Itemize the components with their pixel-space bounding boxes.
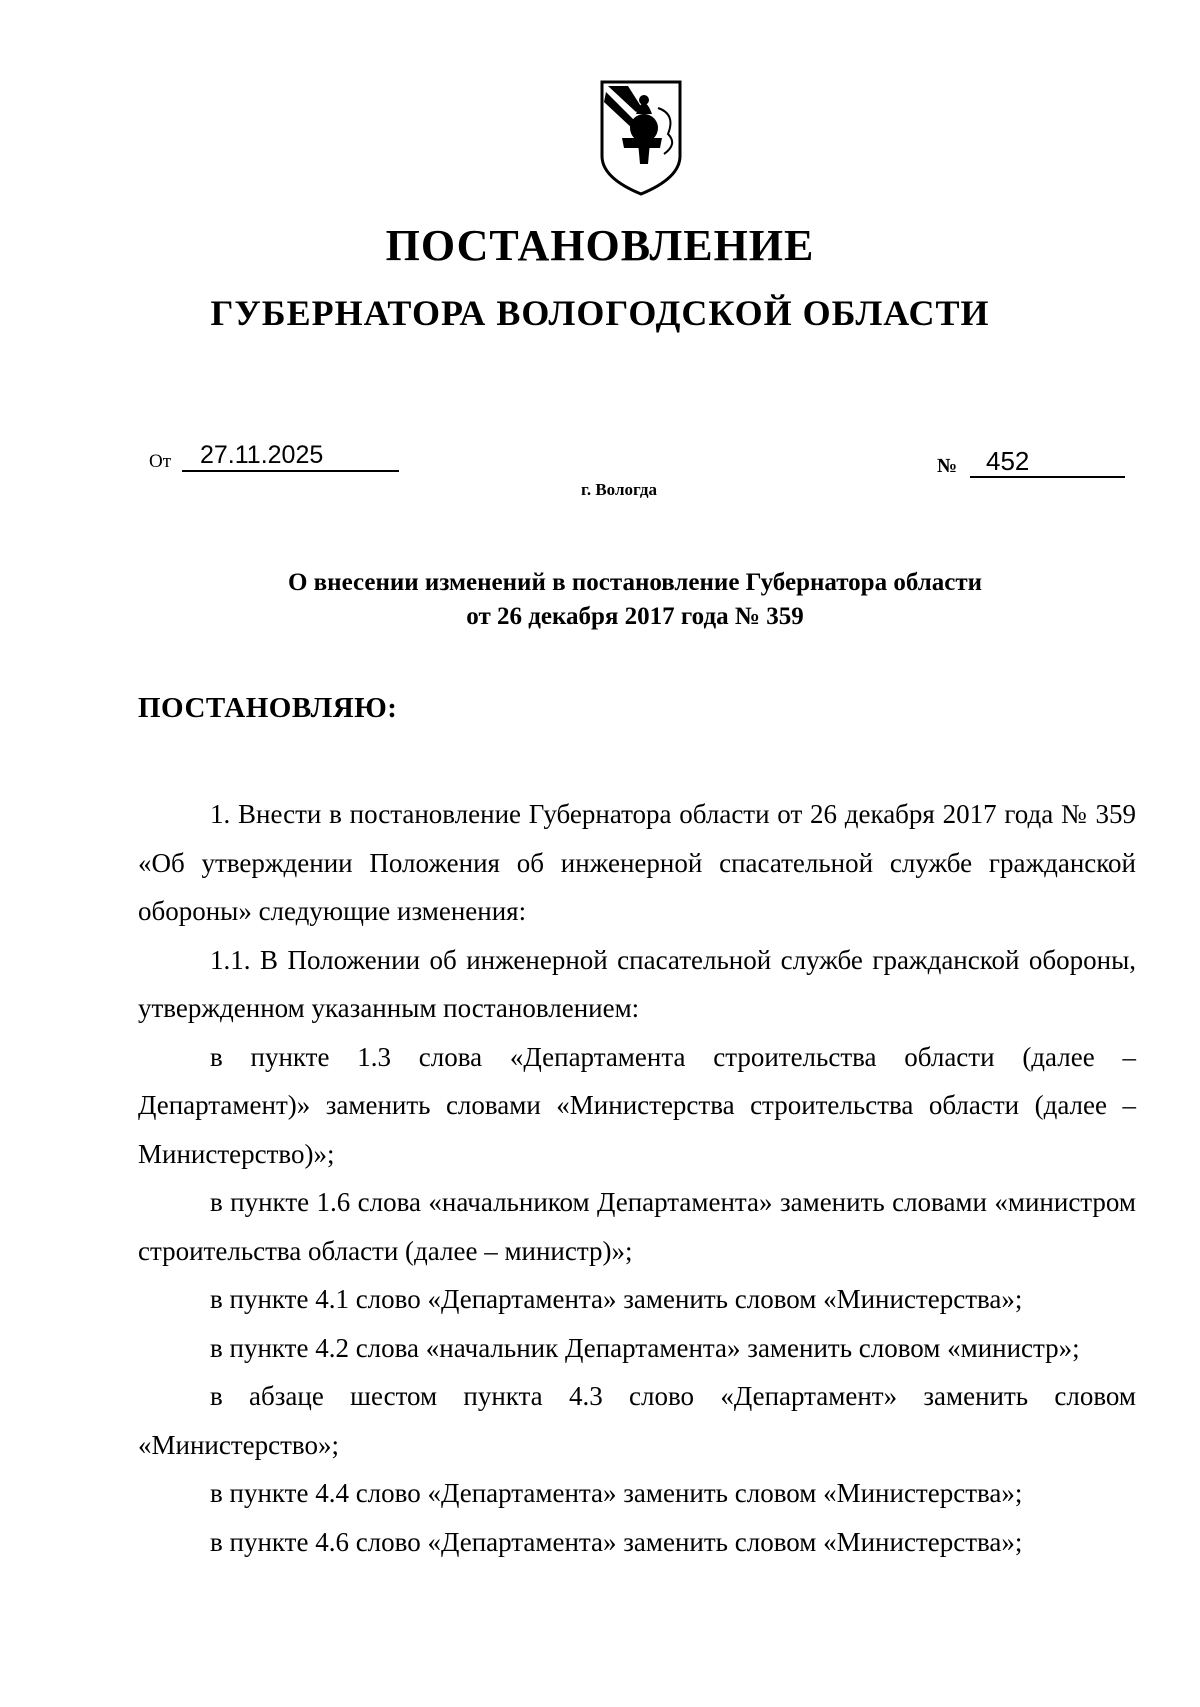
paragraph-amend-4-6: в пункте 4.6 слово «Департамента» заменить словом «Министерства»;	[210, 1526, 1023, 1557]
paragraph-amend-4-3: в абзаце шестом пункта 4.3 слово «Департамент» заменить словом «Министерство»;	[138, 1381, 1136, 1460]
paragraph-amend-4-2: в пункте 4.2 слова «начальник Департамента» заменить словом «министр»;	[210, 1332, 1080, 1363]
subject-line-2: от 26 декабря 2017 года № 359	[466, 603, 804, 630]
paragraph-1: 1. Внести в постановление Губернатора области от 26 декабря 2017 года № 359 «Об утверждении Положения об инженерной спасательной службе гражданской обороны» следующие изменения:	[138, 799, 1136, 926]
paragraph-amend-1-6: в пункте 1.6 слова «начальником Департамента» заменить словами «министром строительства области (далее – министр)»;	[138, 1187, 1136, 1266]
document-subject	[180, 566, 1090, 634]
subject-line-1: О внесении изменений в постановление Губернатора области	[287, 569, 983, 596]
paragraph-amend-4-1: в пункте 4.1 слово «Департамента» заменить словом «Министерства»;	[210, 1284, 1023, 1314]
resolve-heading: ПОСТАНОВЛЯЮ:	[138, 692, 398, 724]
paragraph-1-1: 1.1. В Положении об инженерной спасательной службе гражданской обороны, утвержденном указанным постановлением:	[138, 944, 1136, 1023]
paragraph-amend-1-3: в пункте 1.3 слова «Департамента строительства области (далее – Департамент)» заменить словами «Министерства строительства области (далее – Министерство)»;	[138, 1041, 1136, 1169]
document-number: 452	[986, 446, 1030, 476]
city-label: г. Вологда	[581, 480, 657, 499]
date-underline	[182, 470, 399, 472]
document-title: ПОСТАНОВЛЕНИЕ	[385, 221, 815, 270]
coat-of-arms-emblem	[598, 78, 684, 198]
issuer-title: ГУБЕРНАТОРА ВОЛОГОДСКОЙ ОБЛАСТИ	[210, 293, 990, 333]
document-date: 27.11.2025	[200, 441, 324, 469]
number-label: №	[937, 455, 958, 477]
document-body	[138, 790, 1136, 1566]
paragraph-amend-4-4: в пункте 4.4 слово «Департамента» заменить словом «Министерства»;	[210, 1478, 1023, 1508]
date-label: От	[149, 451, 172, 472]
